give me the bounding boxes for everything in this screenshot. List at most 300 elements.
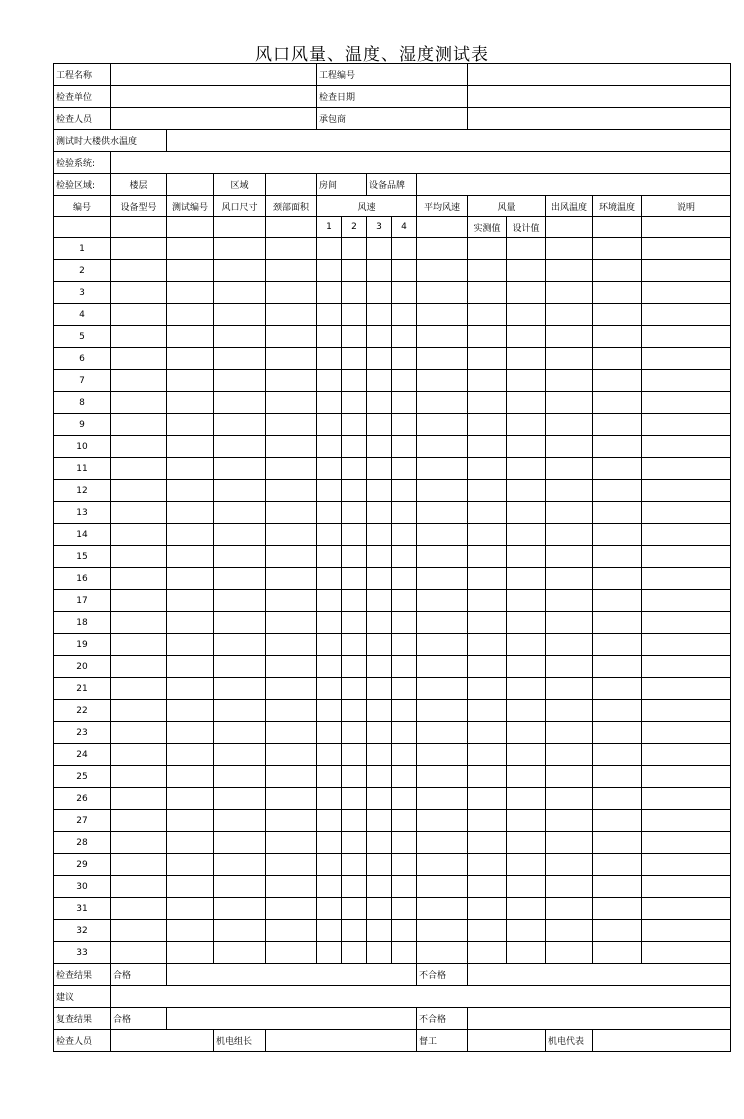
- data-cell[interactable]: [546, 458, 593, 480]
- data-cell[interactable]: [317, 524, 342, 546]
- data-cell[interactable]: [214, 744, 266, 766]
- data-cell[interactable]: [367, 260, 392, 282]
- data-cell[interactable]: [546, 392, 593, 414]
- data-cell[interactable]: [507, 942, 546, 964]
- data-cell[interactable]: [214, 458, 266, 480]
- data-cell[interactable]: [342, 480, 367, 502]
- data-cell[interactable]: [266, 898, 317, 920]
- data-cell[interactable]: [214, 612, 266, 634]
- data-cell[interactable]: [593, 458, 642, 480]
- data-cell[interactable]: [593, 832, 642, 854]
- data-cell[interactable]: [392, 920, 417, 942]
- inspect-unit-field[interactable]: [111, 86, 317, 108]
- data-cell[interactable]: [468, 370, 507, 392]
- data-cell[interactable]: [214, 854, 266, 876]
- data-cell[interactable]: [468, 744, 507, 766]
- data-cell[interactable]: [507, 590, 546, 612]
- data-cell[interactable]: [342, 502, 367, 524]
- data-cell[interactable]: [642, 326, 731, 348]
- data-cell[interactable]: [507, 282, 546, 304]
- data-cell[interactable]: [546, 546, 593, 568]
- data-cell[interactable]: [111, 766, 167, 788]
- data-cell[interactable]: [317, 348, 342, 370]
- data-cell[interactable]: [214, 678, 266, 700]
- data-cell[interactable]: [642, 854, 731, 876]
- data-cell[interactable]: [417, 502, 468, 524]
- data-cell[interactable]: [214, 722, 266, 744]
- data-cell[interactable]: [546, 326, 593, 348]
- data-cell[interactable]: [392, 502, 417, 524]
- data-cell[interactable]: [167, 304, 214, 326]
- data-cell[interactable]: [266, 656, 317, 678]
- data-cell[interactable]: [214, 524, 266, 546]
- data-cell[interactable]: [214, 326, 266, 348]
- data-cell[interactable]: [266, 326, 317, 348]
- data-cell[interactable]: [392, 678, 417, 700]
- data-cell[interactable]: [546, 590, 593, 612]
- data-cell[interactable]: [317, 810, 342, 832]
- data-cell[interactable]: [642, 238, 731, 260]
- data-cell[interactable]: [507, 876, 546, 898]
- data-cell[interactable]: [642, 634, 731, 656]
- data-cell[interactable]: [642, 414, 731, 436]
- data-cell[interactable]: [342, 810, 367, 832]
- data-cell[interactable]: [392, 458, 417, 480]
- data-cell[interactable]: [507, 744, 546, 766]
- recheck-pass-field[interactable]: [167, 1008, 417, 1030]
- data-cell[interactable]: [214, 370, 266, 392]
- data-cell[interactable]: [593, 590, 642, 612]
- data-cell[interactable]: [593, 502, 642, 524]
- data-cell[interactable]: [593, 612, 642, 634]
- data-cell[interactable]: [367, 634, 392, 656]
- data-cell[interactable]: [392, 700, 417, 722]
- result-pass-field[interactable]: [167, 964, 417, 986]
- data-cell[interactable]: [266, 480, 317, 502]
- data-cell[interactable]: [342, 348, 367, 370]
- data-cell[interactable]: [546, 788, 593, 810]
- data-cell[interactable]: [392, 612, 417, 634]
- data-cell[interactable]: [266, 370, 317, 392]
- data-cell[interactable]: [593, 876, 642, 898]
- data-cell[interactable]: [392, 326, 417, 348]
- data-cell[interactable]: [546, 414, 593, 436]
- data-cell[interactable]: [593, 722, 642, 744]
- data-cell[interactable]: [111, 590, 167, 612]
- data-cell[interactable]: [468, 722, 507, 744]
- data-cell[interactable]: [642, 480, 731, 502]
- data-cell[interactable]: [266, 700, 317, 722]
- data-cell[interactable]: [642, 810, 731, 832]
- data-cell[interactable]: [468, 766, 507, 788]
- data-cell[interactable]: [111, 920, 167, 942]
- data-cell[interactable]: [593, 810, 642, 832]
- data-cell[interactable]: [468, 502, 507, 524]
- data-cell[interactable]: [342, 898, 367, 920]
- data-cell[interactable]: [317, 326, 342, 348]
- inspector-field[interactable]: [111, 108, 317, 130]
- data-cell[interactable]: [468, 634, 507, 656]
- data-cell[interactable]: [266, 414, 317, 436]
- data-cell[interactable]: [468, 238, 507, 260]
- data-cell[interactable]: [642, 392, 731, 414]
- contractor-field[interactable]: [468, 108, 731, 130]
- data-cell[interactable]: [167, 326, 214, 348]
- data-cell[interactable]: [317, 898, 342, 920]
- data-cell[interactable]: [167, 810, 214, 832]
- data-cell[interactable]: [214, 898, 266, 920]
- data-cell[interactable]: [507, 348, 546, 370]
- data-cell[interactable]: [317, 260, 342, 282]
- data-cell[interactable]: [417, 546, 468, 568]
- data-cell[interactable]: [317, 414, 342, 436]
- data-cell[interactable]: [392, 634, 417, 656]
- data-cell[interactable]: [111, 898, 167, 920]
- data-cell[interactable]: [546, 282, 593, 304]
- data-cell[interactable]: [342, 304, 367, 326]
- data-cell[interactable]: [417, 480, 468, 502]
- me-rep-field[interactable]: [593, 1030, 731, 1052]
- data-cell[interactable]: [167, 414, 214, 436]
- data-cell[interactable]: [507, 304, 546, 326]
- data-cell[interactable]: [214, 634, 266, 656]
- data-cell[interactable]: [417, 326, 468, 348]
- data-cell[interactable]: [593, 436, 642, 458]
- data-cell[interactable]: [317, 458, 342, 480]
- data-cell[interactable]: [507, 700, 546, 722]
- data-cell[interactable]: [167, 678, 214, 700]
- data-cell[interactable]: [367, 326, 392, 348]
- data-cell[interactable]: [214, 876, 266, 898]
- data-cell[interactable]: [546, 898, 593, 920]
- data-cell[interactable]: [392, 282, 417, 304]
- data-cell[interactable]: [167, 942, 214, 964]
- data-cell[interactable]: [546, 678, 593, 700]
- data-cell[interactable]: [167, 634, 214, 656]
- data-cell[interactable]: [367, 876, 392, 898]
- data-cell[interactable]: [111, 854, 167, 876]
- data-cell[interactable]: [342, 656, 367, 678]
- data-cell[interactable]: [367, 766, 392, 788]
- data-cell[interactable]: [392, 304, 417, 326]
- data-cell[interactable]: [266, 502, 317, 524]
- data-cell[interactable]: [167, 744, 214, 766]
- data-cell[interactable]: [593, 282, 642, 304]
- data-cell[interactable]: [266, 568, 317, 590]
- data-cell[interactable]: [367, 722, 392, 744]
- data-cell[interactable]: [167, 590, 214, 612]
- data-cell[interactable]: [367, 590, 392, 612]
- data-cell[interactable]: [468, 788, 507, 810]
- data-cell[interactable]: [417, 942, 468, 964]
- data-cell[interactable]: [214, 304, 266, 326]
- data-cell[interactable]: [342, 260, 367, 282]
- data-cell[interactable]: [167, 370, 214, 392]
- data-cell[interactable]: [317, 920, 342, 942]
- data-cell[interactable]: [507, 370, 546, 392]
- data-cell[interactable]: [317, 304, 342, 326]
- data-cell[interactable]: [642, 942, 731, 964]
- data-cell[interactable]: [111, 942, 167, 964]
- data-cell[interactable]: [593, 304, 642, 326]
- data-cell[interactable]: [266, 238, 317, 260]
- data-cell[interactable]: [417, 678, 468, 700]
- data-cell[interactable]: [342, 766, 367, 788]
- data-cell[interactable]: [214, 656, 266, 678]
- data-cell[interactable]: [642, 568, 731, 590]
- project-no-field[interactable]: [468, 64, 731, 86]
- data-cell[interactable]: [417, 832, 468, 854]
- data-cell[interactable]: [266, 304, 317, 326]
- data-cell[interactable]: [642, 700, 731, 722]
- data-cell[interactable]: [593, 634, 642, 656]
- data-cell[interactable]: [593, 260, 642, 282]
- data-cell[interactable]: [507, 502, 546, 524]
- data-cell[interactable]: [111, 458, 167, 480]
- data-cell[interactable]: [642, 282, 731, 304]
- data-cell[interactable]: [317, 656, 342, 678]
- data-cell[interactable]: [317, 546, 342, 568]
- data-cell[interactable]: [468, 876, 507, 898]
- data-cell[interactable]: [468, 854, 507, 876]
- data-cell[interactable]: [468, 392, 507, 414]
- data-cell[interactable]: [546, 480, 593, 502]
- data-cell[interactable]: [317, 612, 342, 634]
- data-cell[interactable]: [642, 260, 731, 282]
- data-cell[interactable]: [167, 282, 214, 304]
- data-cell[interactable]: [507, 832, 546, 854]
- data-cell[interactable]: [417, 568, 468, 590]
- data-cell[interactable]: [468, 546, 507, 568]
- data-cell[interactable]: [167, 854, 214, 876]
- data-cell[interactable]: [342, 920, 367, 942]
- data-cell[interactable]: [507, 326, 546, 348]
- data-cell[interactable]: [417, 876, 468, 898]
- data-cell[interactable]: [546, 722, 593, 744]
- data-cell[interactable]: [317, 766, 342, 788]
- data-cell[interactable]: [317, 282, 342, 304]
- data-cell[interactable]: [507, 722, 546, 744]
- data-cell[interactable]: [367, 370, 392, 392]
- data-cell[interactable]: [507, 480, 546, 502]
- data-cell[interactable]: [417, 348, 468, 370]
- data-cell[interactable]: [392, 876, 417, 898]
- data-cell[interactable]: [468, 480, 507, 502]
- data-cell[interactable]: [593, 326, 642, 348]
- data-cell[interactable]: [214, 480, 266, 502]
- data-cell[interactable]: [214, 700, 266, 722]
- data-cell[interactable]: [417, 920, 468, 942]
- data-cell[interactable]: [367, 480, 392, 502]
- data-cell[interactable]: [417, 370, 468, 392]
- data-cell[interactable]: [342, 326, 367, 348]
- data-cell[interactable]: [342, 854, 367, 876]
- data-cell[interactable]: [111, 810, 167, 832]
- data-cell[interactable]: [342, 370, 367, 392]
- data-cell[interactable]: [392, 238, 417, 260]
- data-cell[interactable]: [342, 458, 367, 480]
- data-cell[interactable]: [317, 502, 342, 524]
- data-cell[interactable]: [367, 832, 392, 854]
- data-cell[interactable]: [642, 612, 731, 634]
- water-temp-field[interactable]: [167, 130, 731, 152]
- advice-field[interactable]: [111, 986, 731, 1008]
- data-cell[interactable]: [546, 524, 593, 546]
- data-cell[interactable]: [111, 260, 167, 282]
- data-cell[interactable]: [367, 612, 392, 634]
- data-cell[interactable]: [367, 348, 392, 370]
- data-cell[interactable]: [593, 524, 642, 546]
- data-cell[interactable]: [266, 436, 317, 458]
- data-cell[interactable]: [367, 920, 392, 942]
- data-cell[interactable]: [266, 854, 317, 876]
- data-cell[interactable]: [167, 480, 214, 502]
- system-field[interactable]: [111, 152, 731, 174]
- data-cell[interactable]: [167, 766, 214, 788]
- data-cell[interactable]: [111, 370, 167, 392]
- data-cell[interactable]: [468, 304, 507, 326]
- data-cell[interactable]: [367, 282, 392, 304]
- data-cell[interactable]: [111, 546, 167, 568]
- data-cell[interactable]: [392, 480, 417, 502]
- data-cell[interactable]: [546, 370, 593, 392]
- data-cell[interactable]: [417, 458, 468, 480]
- data-cell[interactable]: [392, 788, 417, 810]
- data-cell[interactable]: [367, 788, 392, 810]
- data-cell[interactable]: [642, 678, 731, 700]
- data-cell[interactable]: [642, 502, 731, 524]
- data-cell[interactable]: [167, 502, 214, 524]
- data-cell[interactable]: [546, 656, 593, 678]
- data-cell[interactable]: [468, 590, 507, 612]
- data-cell[interactable]: [266, 458, 317, 480]
- data-cell[interactable]: [468, 348, 507, 370]
- zone-field[interactable]: [266, 174, 317, 196]
- data-cell[interactable]: [507, 524, 546, 546]
- data-cell[interactable]: [546, 612, 593, 634]
- data-cell[interactable]: [392, 942, 417, 964]
- data-cell[interactable]: [417, 590, 468, 612]
- data-cell[interactable]: [367, 304, 392, 326]
- data-cell[interactable]: [392, 436, 417, 458]
- data-cell[interactable]: [342, 832, 367, 854]
- data-cell[interactable]: [642, 898, 731, 920]
- data-cell[interactable]: [593, 766, 642, 788]
- data-cell[interactable]: [167, 788, 214, 810]
- data-cell[interactable]: [317, 854, 342, 876]
- data-cell[interactable]: [507, 414, 546, 436]
- data-cell[interactable]: [417, 282, 468, 304]
- data-cell[interactable]: [642, 832, 731, 854]
- data-cell[interactable]: [392, 392, 417, 414]
- data-cell[interactable]: [507, 546, 546, 568]
- data-cell[interactable]: [111, 326, 167, 348]
- data-cell[interactable]: [342, 876, 367, 898]
- data-cell[interactable]: [417, 304, 468, 326]
- data-cell[interactable]: [342, 612, 367, 634]
- data-cell[interactable]: [167, 260, 214, 282]
- data-cell[interactable]: [167, 832, 214, 854]
- data-cell[interactable]: [367, 546, 392, 568]
- data-cell[interactable]: [468, 436, 507, 458]
- data-cell[interactable]: [317, 238, 342, 260]
- data-cell[interactable]: [367, 810, 392, 832]
- data-cell[interactable]: [507, 238, 546, 260]
- data-cell[interactable]: [546, 766, 593, 788]
- data-cell[interactable]: [111, 436, 167, 458]
- data-cell[interactable]: [546, 260, 593, 282]
- data-cell[interactable]: [468, 326, 507, 348]
- data-cell[interactable]: [111, 612, 167, 634]
- data-cell[interactable]: [593, 700, 642, 722]
- data-cell[interactable]: [111, 238, 167, 260]
- data-cell[interactable]: [317, 788, 342, 810]
- data-cell[interactable]: [214, 766, 266, 788]
- data-cell[interactable]: [266, 678, 317, 700]
- data-cell[interactable]: [167, 920, 214, 942]
- data-cell[interactable]: [266, 788, 317, 810]
- data-cell[interactable]: [468, 942, 507, 964]
- data-cell[interactable]: [266, 546, 317, 568]
- data-cell[interactable]: [642, 546, 731, 568]
- data-cell[interactable]: [214, 238, 266, 260]
- inspect-date-field[interactable]: [468, 86, 731, 108]
- data-cell[interactable]: [593, 788, 642, 810]
- supervisor-field[interactable]: [468, 1030, 546, 1052]
- data-cell[interactable]: [167, 392, 214, 414]
- data-cell[interactable]: [546, 502, 593, 524]
- data-cell[interactable]: [367, 744, 392, 766]
- data-cell[interactable]: [367, 942, 392, 964]
- data-cell[interactable]: [367, 238, 392, 260]
- data-cell[interactable]: [367, 568, 392, 590]
- data-cell[interactable]: [342, 700, 367, 722]
- data-cell[interactable]: [342, 722, 367, 744]
- data-cell[interactable]: [507, 634, 546, 656]
- data-cell[interactable]: [642, 348, 731, 370]
- data-cell[interactable]: [342, 788, 367, 810]
- brand-field[interactable]: [417, 174, 731, 196]
- data-cell[interactable]: [342, 590, 367, 612]
- data-cell[interactable]: [417, 854, 468, 876]
- data-cell[interactable]: [642, 656, 731, 678]
- data-cell[interactable]: [266, 942, 317, 964]
- data-cell[interactable]: [367, 898, 392, 920]
- data-cell[interactable]: [642, 876, 731, 898]
- data-cell[interactable]: [417, 744, 468, 766]
- data-cell[interactable]: [642, 722, 731, 744]
- sign-inspector-field[interactable]: [111, 1030, 214, 1052]
- data-cell[interactable]: [593, 480, 642, 502]
- data-cell[interactable]: [266, 876, 317, 898]
- data-cell[interactable]: [167, 524, 214, 546]
- data-cell[interactable]: [111, 700, 167, 722]
- data-cell[interactable]: [546, 348, 593, 370]
- data-cell[interactable]: [266, 920, 317, 942]
- data-cell[interactable]: [507, 810, 546, 832]
- data-cell[interactable]: [642, 436, 731, 458]
- data-cell[interactable]: [111, 832, 167, 854]
- data-cell[interactable]: [367, 678, 392, 700]
- data-cell[interactable]: [266, 348, 317, 370]
- data-cell[interactable]: [546, 876, 593, 898]
- data-cell[interactable]: [317, 876, 342, 898]
- data-cell[interactable]: [266, 524, 317, 546]
- data-cell[interactable]: [214, 348, 266, 370]
- data-cell[interactable]: [111, 348, 167, 370]
- data-cell[interactable]: [392, 590, 417, 612]
- data-cell[interactable]: [214, 590, 266, 612]
